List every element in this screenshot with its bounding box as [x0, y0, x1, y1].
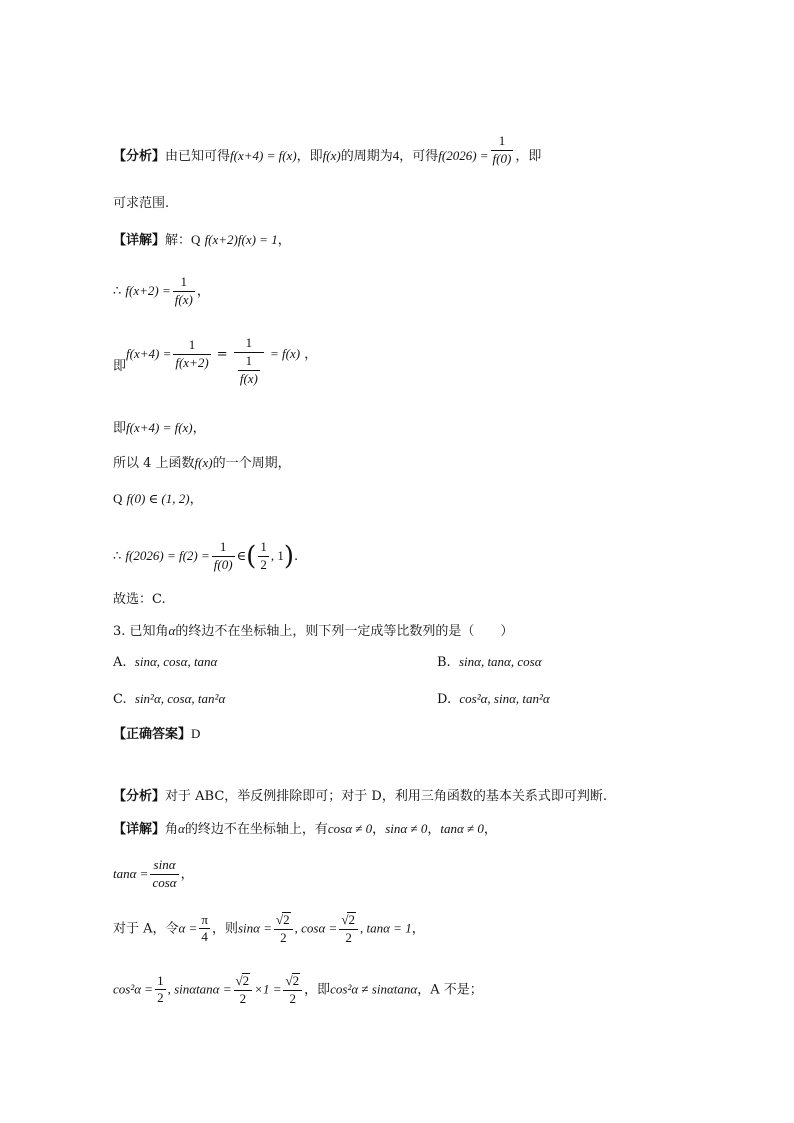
text: 3. 已知角: [113, 624, 169, 639]
formula: f(x+2)f(x) = 1: [204, 232, 278, 247]
denominator: 2: [260, 556, 267, 572]
detail-1-line-4: [113, 421, 206, 435]
formula: , cosα =: [294, 920, 338, 936]
detail-1-line-3: 即f(x+4) = $\frac{1}{f(x+2)}$ = $\frac{1}{\frac{1}{f(x)}}$ = f(x) ，: [113, 335, 318, 386]
analysis-1-line: [113, 133, 542, 167]
formula: f(x+4) =: [126, 345, 172, 361]
text: 对于 ABC，举反例排除即可；对于 D，利用三角函数的基本关系式即可判断.: [165, 789, 607, 804]
since-symbol: Q: [191, 232, 201, 247]
option-a: [113, 655, 217, 669]
compound-fraction: [234, 336, 264, 387]
numerator: √2: [283, 973, 302, 991]
analysis-1-line-2: 可求范围.: [113, 196, 170, 211]
detail-3-line-2: tanα = $\frac{\sin\alpha}{\cos\alpha}$ ，: [113, 857, 194, 890]
detail-1-line-1: [113, 233, 291, 247]
inner-fraction: [238, 354, 260, 387]
analysis-tag: 【分析】: [113, 148, 166, 164]
text: ，即: [304, 982, 331, 998]
formula: f(x+2) =: [125, 282, 171, 298]
text: 的周期为: [340, 148, 393, 164]
detail-1-answer: 故选：C.: [113, 592, 166, 607]
text: ，可得: [399, 148, 439, 164]
option-text: cos²α, sinα, tan²α: [459, 691, 550, 706]
analysis-3-line: [113, 790, 607, 803]
numerator: 1: [173, 338, 210, 355]
denominator: f(x): [174, 291, 193, 307]
denominator: cosα: [152, 874, 177, 890]
denominator: 2: [289, 990, 297, 1006]
alpha-symbol: α: [168, 623, 176, 638]
radicand: 2: [292, 973, 300, 988]
detail-1-line-2: ∴ f(x+2) = $\frac{1}{f(x)}$ ，: [113, 274, 210, 307]
option-label: D.: [437, 692, 452, 707]
text: 的一个周期，: [212, 456, 291, 471]
option-label: A.: [113, 655, 127, 670]
formula: sinα =: [237, 920, 273, 936]
denominator: 2: [239, 990, 247, 1006]
question-3-stem: [113, 624, 513, 638]
option-b: [437, 655, 542, 669]
fraction: [173, 338, 210, 371]
answer-value: D: [191, 726, 201, 741]
text: 角: [165, 822, 179, 837]
numerator: sinα: [150, 858, 178, 875]
element-of-symbol: ∈: [236, 547, 247, 563]
formula: f(2026) = f(2) =: [125, 547, 210, 563]
correct-answer: [113, 727, 200, 741]
text: ，: [192, 421, 206, 436]
detail-3-line-1: [113, 822, 497, 836]
formula: α =: [178, 920, 198, 936]
denominator: 4: [201, 929, 208, 945]
text: .: [293, 548, 299, 564]
text: ，则: [211, 921, 238, 937]
formula: f(x): [194, 455, 213, 470]
formula: , tanα = 1: [359, 920, 412, 936]
option-c: [113, 692, 225, 706]
option-text: sin²α, cosα, tan²α: [134, 691, 226, 706]
detail-3-line-3: 对于 A，令α = $\frac{\pi}{4}$ ，则sinα = $\frac{√2}{2}$ , cosα = $\frac{√2}{2}$ , tanα = 1，: [113, 911, 425, 945]
fraction: [274, 912, 293, 946]
analysis-tag: 【分析】: [113, 789, 166, 804]
formula: f(0) ∈ (1, 2): [126, 491, 190, 506]
radicand: 2: [283, 912, 290, 927]
fraction: [173, 275, 195, 308]
numerator: 1: [258, 540, 269, 557]
fraction: [150, 858, 178, 891]
detail-1-line-6: Q f(0) ∈ (1, 2)，: [113, 491, 203, 507]
option-label: B.: [437, 655, 451, 670]
number: 4: [392, 147, 400, 163]
text: 解：: [165, 233, 192, 248]
answer-tag: 【正确答案】: [113, 727, 192, 742]
option-text: sinα, tanα, cosα: [458, 654, 542, 669]
left-paren: (: [246, 541, 257, 572]
formula: f(x): [322, 147, 341, 163]
numerator: √2: [339, 912, 358, 930]
fraction: [258, 540, 269, 573]
right-paren: ): [283, 541, 294, 572]
fraction: [234, 973, 253, 1007]
fraction: [339, 912, 358, 946]
denominator: f(0): [213, 556, 233, 572]
numerator: π: [199, 913, 210, 930]
fraction: [491, 134, 514, 167]
detail-1-line-7: [113, 540, 298, 573]
numerator: 1: [238, 354, 260, 371]
fraction: [212, 540, 235, 573]
text: 的终边不在坐标轴上，有: [184, 822, 328, 837]
alpha-symbol: α: [178, 821, 185, 836]
denominator: 2: [157, 990, 164, 1006]
text: 对于 A，令: [113, 921, 179, 937]
text: ，: [427, 822, 441, 837]
text: , 1: [270, 547, 284, 563]
numerator: 1: [212, 540, 235, 557]
numerator: √2: [234, 973, 253, 991]
fraction: [155, 974, 166, 1007]
therefore-symbol: ∴: [113, 282, 122, 298]
formula: f(x+4) = f(x): [230, 147, 297, 163]
text: 的终边不在坐标轴上，则下列一定成等比数列的是（ ）: [175, 624, 514, 639]
detail-1-line-5: [113, 456, 291, 470]
formula: cosα ≠ 0: [327, 821, 373, 836]
formula: ×1 =: [254, 981, 282, 997]
radicand: 2: [348, 912, 355, 927]
text: 即: [113, 358, 127, 374]
text: ，: [372, 822, 386, 837]
formula: tanα =: [113, 865, 149, 881]
formula: sinα ≠ 0: [385, 821, 428, 836]
option-label: C.: [113, 692, 127, 707]
denominator: f(x+2): [175, 354, 209, 370]
formula: cos²α =: [113, 981, 154, 997]
text: ，: [277, 233, 291, 248]
denominator: [234, 353, 264, 387]
text: ，A 不是；: [417, 982, 483, 998]
formula: , sinαtanα =: [167, 981, 232, 997]
formula: cos²α ≠ sinαtanα: [330, 981, 418, 997]
formula: = f(x): [270, 345, 301, 361]
text: 所以 4 上函数: [113, 456, 195, 471]
numerator: 1: [155, 974, 166, 991]
text: ，: [483, 822, 497, 837]
formula: f(x+4) = f(x): [126, 420, 193, 435]
option-d: [437, 692, 550, 706]
text: ，即: [515, 148, 542, 164]
since-symbol: Q: [113, 491, 123, 506]
text: 由已知可得: [165, 148, 231, 164]
option-text: sinα, cosα, tanα: [134, 654, 218, 669]
denominator: f(x): [239, 370, 258, 386]
detail-tag: 【详解】: [113, 233, 166, 248]
numerator: 1: [173, 275, 195, 292]
denominator: 2: [280, 929, 287, 945]
fraction: [283, 973, 302, 1007]
radicand: 2: [242, 973, 250, 988]
detail-tag: 【详解】: [113, 822, 166, 837]
formula: f(2026) =: [438, 147, 489, 163]
formula: tanα ≠ 0: [440, 821, 484, 836]
text: ，即: [296, 148, 323, 164]
numerator: 1: [491, 134, 514, 151]
fraction: [199, 913, 210, 946]
denominator: 2: [345, 929, 352, 945]
text: 即: [113, 421, 127, 436]
numerator: 1: [234, 336, 264, 353]
therefore-symbol: ∴: [113, 547, 122, 563]
numerator: √2: [274, 912, 293, 930]
denominator: f(0): [492, 150, 512, 166]
detail-3-line-4: [113, 973, 483, 1007]
